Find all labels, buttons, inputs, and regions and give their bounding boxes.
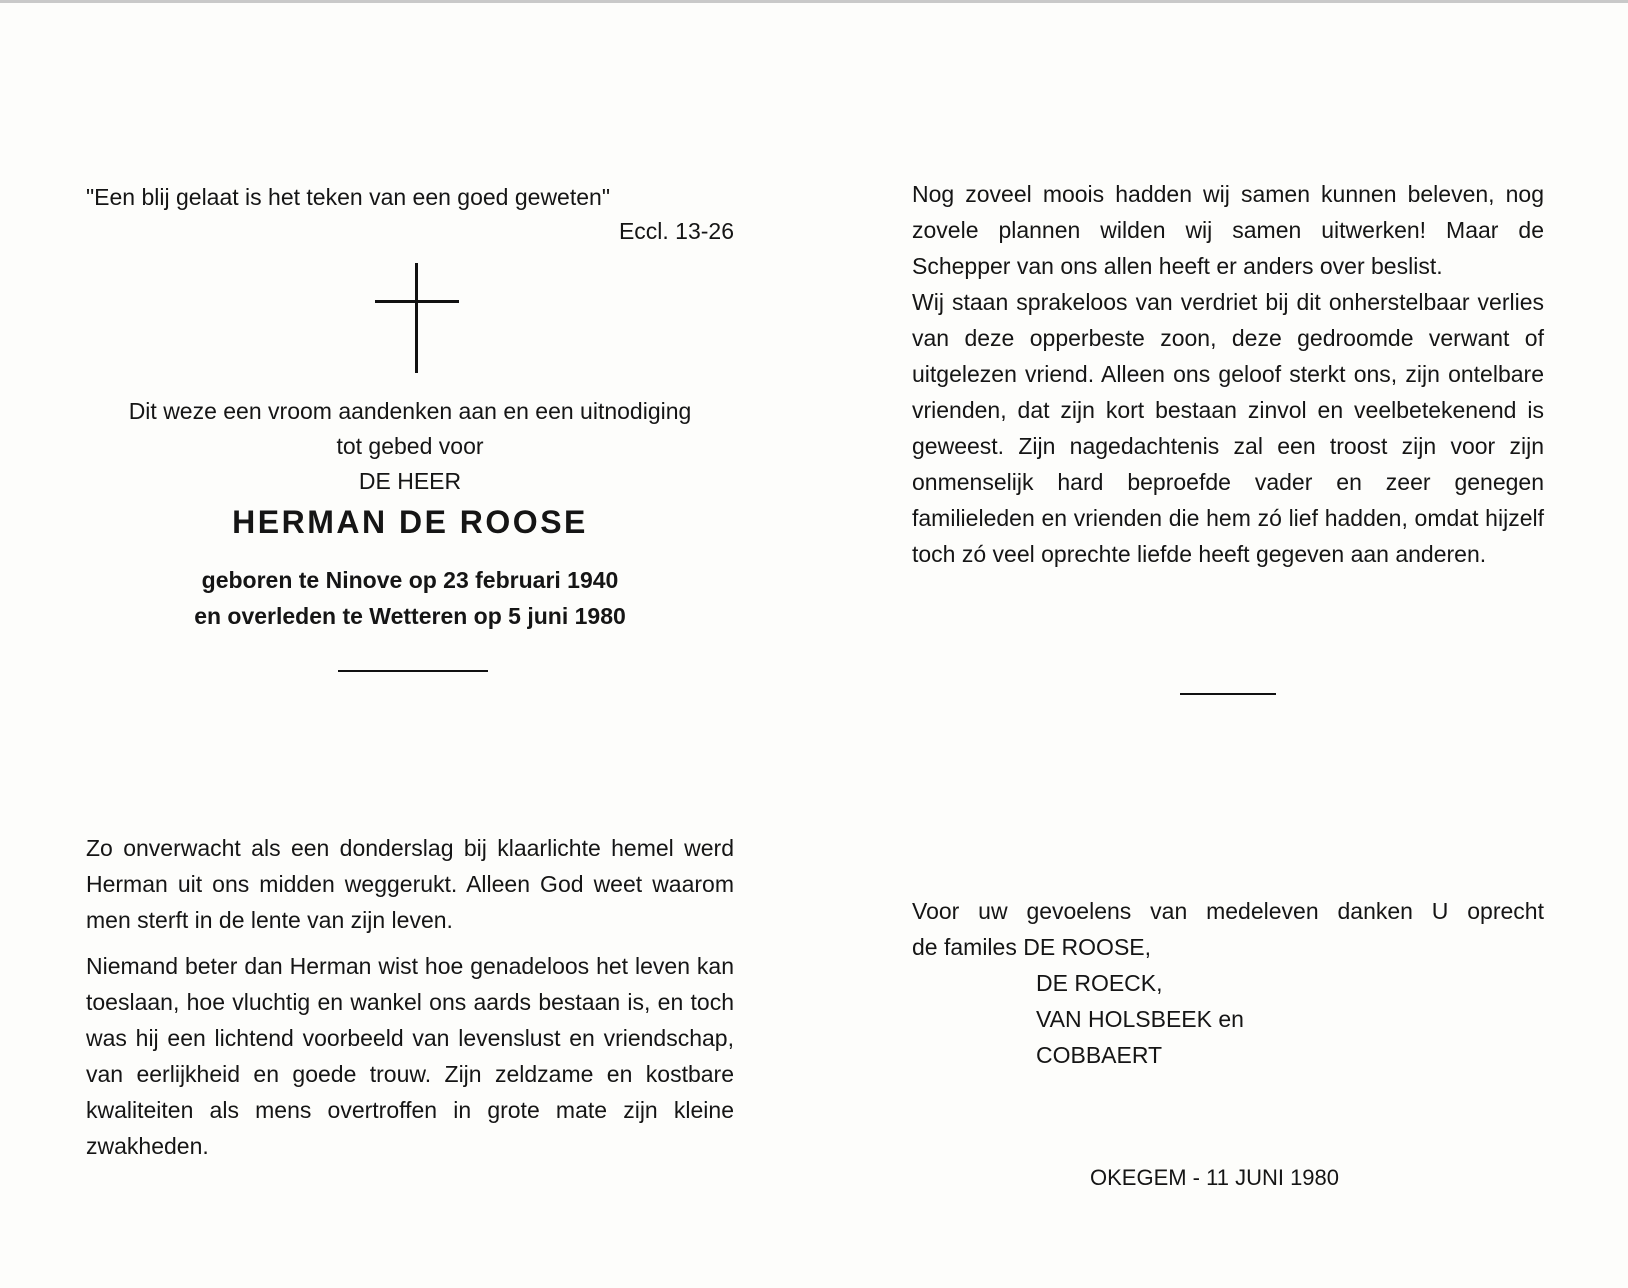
right-paragraph-1: Nog zoveel moois hadden wij samen kunnen beleven, nog zovele plannen wilden wij samen uitwerken! Maar de Schepper van ons allen heeft er anders over beslist. [912,181,1544,279]
death-line: en overleden te Wetteren op 5 juni 1980 [194,603,626,629]
place-and-date: OKEGEM - 11 JUNI 1980 [1090,1165,1340,1190]
cross-vertical-bar [415,263,418,373]
honorific-title: DE HEER [358,468,462,494]
card-top-edge [0,0,1628,3]
thanks-block [912,893,1544,1073]
life-dates [86,562,734,634]
left-paragraph-1: Zo onverwacht als een donderslag bij klaarlichte hemel werd Herman uit ons midden weggerukt. Alleen God weet waarom men sterft in de lente van zijn leven. [86,835,734,933]
family-name-4: COBBAERT [1036,1042,1163,1068]
right-column-text [912,176,1544,572]
invitation-line-2: tot gebed voor [336,433,484,459]
divider-left [338,670,488,672]
family-name-2: DE ROECK, [1036,970,1163,996]
divider-right [1180,693,1276,695]
invitation-line-1: Dit weze een vroom aandenken aan en een uitnodiging [128,398,692,424]
quote-text: "Een blij gelaat is het teken van een goed geweten" [86,184,610,210]
left-paragraph-2: Niemand beter dan Herman wist hoe genadeloos het leven kan toeslaan, hoe vluchtig en wankel ons aards bestaan is, en toch was hij een lichtend voorbeeld van levenslust en vriendschap, van eerlijkheid en goede trouw. Zijn zeldzame en kostbare kwaliteiten als mens overtroffen in grote mate zijn kleine zwakheden. [86,953,734,1159]
deceased-name: HERMAN DE ROOSE [232,504,588,540]
family-name-3: VAN HOLSBEEK en [1036,1006,1244,1032]
families-intro: de familes DE ROOSE, [912,934,1152,960]
left-column-text [86,830,734,1164]
invitation-text [86,394,734,499]
birth-line: geboren te Ninove op 23 februari 1940 [201,567,619,593]
right-paragraph-2: Wij staan sprakeloos van verdriet bij dit onherstelbaar verlies van deze opperbeste zoon, deze gedroomde verwant of uitgelezen vriend. Alleen ons geloof sterkt ons, zijn ontelbare vrienden, dat zijn kort bestaan zinvol en veelbetekenend is geweest. Zijn nagedachtenis zal een troost zijn voor zijn onmenselijk hard beproefde vader en zeer genegen familieleden en vrienden die hem zó lief hadden, omdat hijzelf toch zó veel oprechte liefde heeft gegeven aan anderen. [912,289,1544,567]
cross-horizontal-bar [375,300,459,303]
bible-quote [86,180,734,248]
thanks-line: Voor uw gevoelens van medeleven danken U oprecht [912,898,1544,924]
quote-reference: Eccl. 13-26 [618,218,734,244]
